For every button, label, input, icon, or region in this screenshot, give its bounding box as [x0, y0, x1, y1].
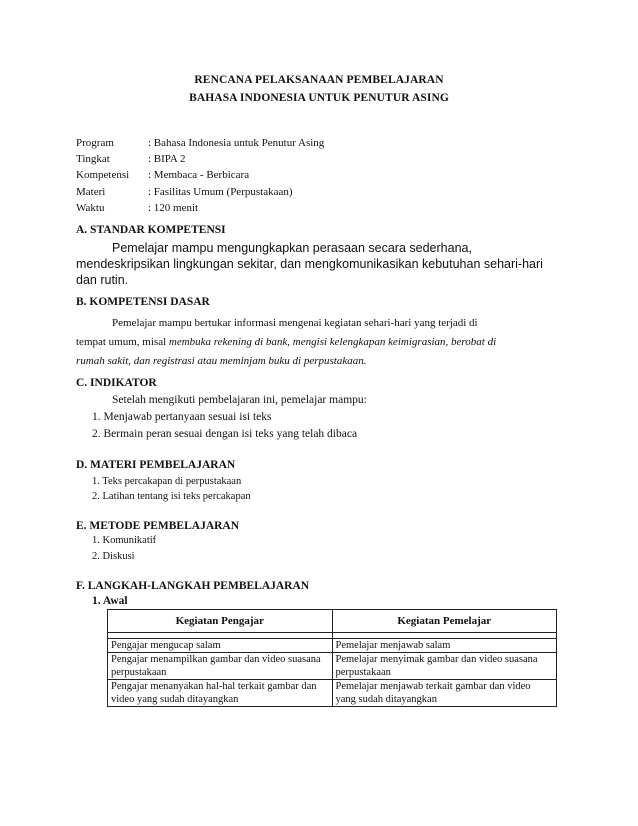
table-cell: Pengajar menanyakan hal-hal terkait gambar dan video yang sudah ditayangkan	[108, 680, 333, 707]
table-header-cell: Kegiatan Pengajar	[108, 610, 333, 633]
section-d-item: 2. Latihan tentang isi teks percakapan	[92, 491, 251, 502]
section-a-line: mendeskripsikan lingkungan sekitar, dan mengkomunikasikan kebutuhan sehari-hari	[76, 257, 543, 271]
info-row	[76, 135, 324, 151]
table-cell: Pemelajar menyimak gambar dan video suasana perpustakaan	[332, 653, 557, 680]
info-label: Kompetensi	[76, 169, 130, 182]
info-row	[76, 167, 324, 183]
section-e-item: 2. Diskusi	[92, 551, 135, 562]
info-value: : 120 menit	[148, 201, 199, 214]
info-value: : Fasilitas Umum (Perpustakaan)	[148, 185, 293, 198]
info-label: Program	[76, 137, 114, 149]
doc-title-line2: BAHASA INDONESIA UNTUK PENUTUR ASING	[189, 92, 449, 104]
section-b-line	[76, 333, 566, 352]
info-row	[76, 184, 324, 200]
section-b-text: tempat umum, misal	[76, 336, 169, 348]
info-row	[76, 151, 324, 167]
section-e-item: 1. Komunikatif	[92, 535, 157, 546]
section-f-subheading: 1. Awal	[92, 595, 128, 607]
section-c-item: 2. Bermain peran sesuai dengan isi teks yang telah dibaca	[92, 428, 358, 440]
table-row	[108, 639, 557, 653]
section-a-line: Pemelajar mampu mengungkapkan perasaan secara sederhana,	[112, 241, 472, 255]
table-header-cell: Kegiatan Pemelajar	[332, 610, 557, 633]
table-row	[108, 653, 557, 680]
section-c-heading: C. INDIKATOR	[76, 377, 157, 389]
info-block	[76, 135, 324, 216]
info-value: : Bahasa Indonesia untuk Penutur Asing	[148, 137, 325, 149]
activity-table	[107, 609, 557, 707]
info-label: Tingkat	[76, 153, 110, 166]
section-b-line: Pemelajar mampu bertukar informasi mengenai kegiatan sehari-hari yang terjadi di	[112, 317, 478, 329]
section-a-heading: A. STANDAR KOMPETENSI	[76, 224, 226, 236]
table-cell: Pemelajar menjawab terkait gambar dan video yang sudah ditayangkan	[332, 680, 557, 707]
table-cell: Pemelajar menjawab salam	[332, 639, 557, 653]
section-f-heading: F. LANGKAH-LANGKAH PEMBELAJARAN	[76, 580, 310, 592]
section-c-item: 1. Menjawab pertanyaan sesuai isi teks	[92, 411, 272, 423]
section-d-item: 1. Teks percakapan di perpustakaan	[92, 476, 242, 487]
info-value: : Membaca - Berbicara	[148, 169, 250, 182]
section-b-line	[76, 352, 566, 371]
section-e-heading: E. METODE PEMBELAJARAN	[76, 520, 240, 532]
table-cell: Pengajar mengucap salam	[108, 639, 333, 653]
section-a-body	[76, 240, 566, 288]
doc-title-line1: RENCANA PELAKSANAAN PEMBELAJARAN	[194, 74, 444, 86]
info-row	[76, 200, 324, 216]
table-row	[108, 680, 557, 707]
info-value: : BIPA 2	[148, 153, 186, 166]
info-label: Waktu	[76, 201, 105, 214]
section-b-italic: membuka rekening di bank, mengisi kelengkapan keimigrasian, berobat di	[168, 336, 497, 348]
section-d-heading: D. MATERI PEMBELAJARAN	[76, 459, 236, 471]
info-label: Materi	[76, 185, 106, 198]
table-header-row	[108, 610, 557, 633]
section-c-intro: Setelah mengikuti pembelajaran ini, pemelajar mampu:	[112, 394, 367, 406]
section-b-heading: B. KOMPETENSI DASAR	[76, 296, 210, 308]
section-b-italic: rumah sakit, dan registrasi atau meminjam buku di perpustakaan.	[76, 355, 367, 367]
section-a-line: dan rutin.	[76, 273, 129, 287]
table-cell: Pengajar menampilkan gambar dan video suasana perpustakaan	[108, 653, 333, 680]
section-b-body	[76, 314, 566, 371]
